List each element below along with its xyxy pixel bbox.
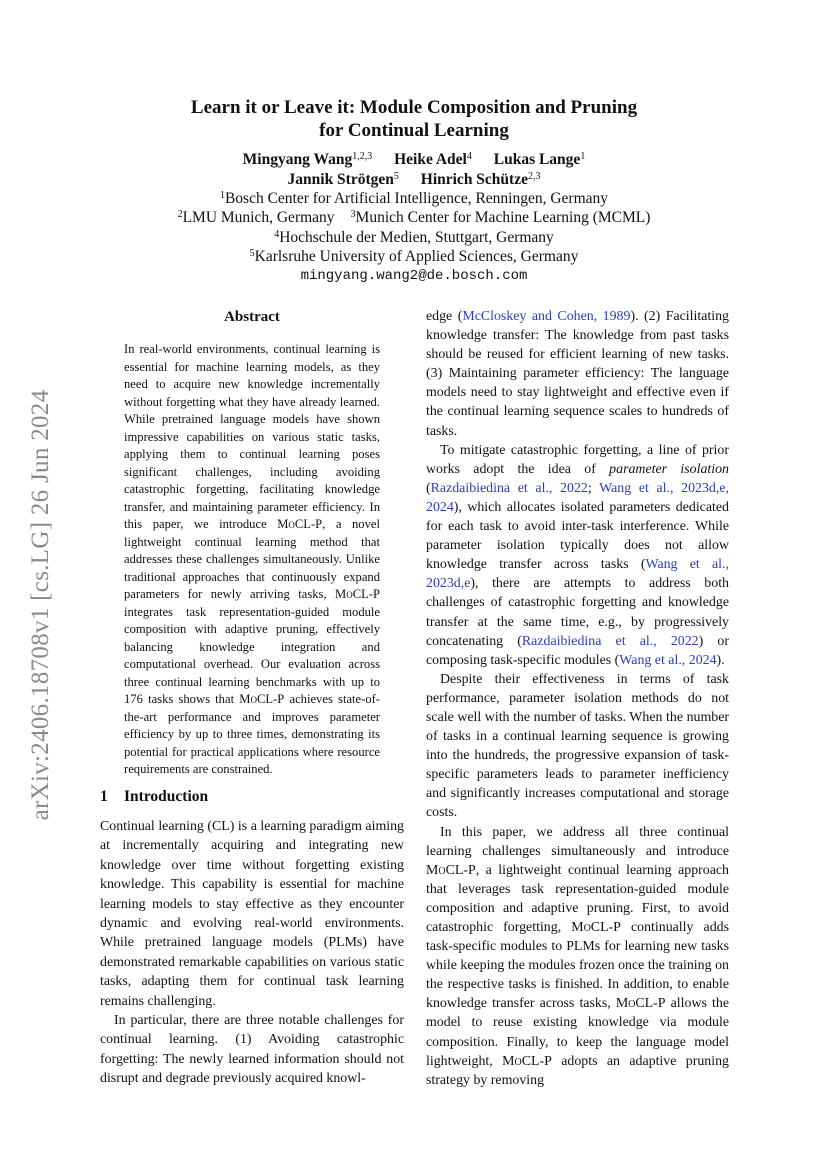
title-line-2: for Continual Learning	[319, 120, 509, 141]
affiliation-row: $^2$LMU Munich, Germany $^3$Munich Center for Machine Learning (MCML)	[177, 209, 651, 227]
affiliations	[0, 189, 828, 286]
paragraph: Despite their effectiveness in terms of task performance, parameter isolation methods do not scale well with the number of tasks. When the number of tasks in a continual learning sequence is growing into the hundreds, the progressive expansion of task-specific parameters leads to parameter inefficiency and significantly increases computational and storage costs.	[426, 671, 729, 821]
author: Jannik Strötgen$^5$	[287, 171, 399, 188]
citation-link[interactable]: Razdaibiedina et al., 2022	[430, 480, 588, 496]
author-row-1	[0, 150, 828, 170]
affiliation: $^1$Bosch Center for Artificial Intelligence, Renningen, Germany	[219, 190, 609, 207]
citation-link[interactable]: McCloskey and Cohen, 1989	[462, 309, 631, 324]
paragraph: To mitigate catastrophic forgetting, a line of prior works adopt the idea of parameter isolation (Razdaibiedina et al., 2022; Wang et al., 2023d,e, 2024), which allocates isolated parameters dedicated for each task to avoid inter-task interference. While parameter isolation typically does not allow knowledge transfer across tasks (Wang et al., 2023d,e), there are attempts to address both challenges of catastrophic forgetting and knowledge transfer at the same time, e.g., by progressively concatenating (Razdaibiedina et al., 2022) or composing task-specific modules (Wang et al., 2024).	[426, 442, 729, 668]
author-list	[0, 150, 828, 190]
citation-link[interactable]: Wang et al., 2024	[619, 652, 717, 668]
arxiv-sidebar	[22, 355, 60, 855]
citation-link[interactable]: Wang et al., 2023d,e	[426, 557, 729, 592]
citation-link[interactable]: Razdaibiedina et al., 2022	[521, 633, 699, 649]
citation-link[interactable]: Wang et al., 2023d,e, 2024	[426, 480, 729, 515]
author: Mingyang Wang$^{1,2,3}$	[242, 151, 373, 168]
title-line-1: Learn it or Leave it: Module Composition and Pruning	[190, 97, 638, 118]
paragraph: edge (McCloskey and Cohen, 1989). (2) Facilitating knowledge transfer: The knowledge from past tasks should be reused for efficient learning of new tasks. (3) Maintaining parameter efficiency: The language models need to stay lightweight and effective even if the continual learning sequence scales to hundreds of tasks.	[426, 309, 729, 439]
arxiv-id: arXiv:2406.18708v1 [cs.LG] 26 Jun 2024	[27, 389, 54, 821]
paragraph: In this paper, we address all three continual learning challenges simultaneously and introduce MoCL-P, a lightweight continual learning approach that leverages task representation-guided module composition and adaptive pruning. First, to avoid catastrophic forgetting, MoCL-P continually adds task-specific modules to PLMs for learning new tasks while keeping the modules frozen once the training on the respective tasks is finished. In addition, to enable knowledge transfer across tasks, MoCL-P allows the model to reuse existing knowledge via module composition. Finally, to keep the language model lightweight, MoCL-P adopts an adaptive pruning strategy by removing	[426, 824, 729, 1088]
author: Lukas Lange$^1$	[493, 151, 586, 168]
paragraph: In particular, there are three notable challenges for continual learning. (1) Avoiding catastrophic forgetting: The newly learned information should not disrupt and degrade previously acquired knowl-	[100, 1013, 404, 1087]
left-column-body	[100, 817, 404, 1089]
right-column-body	[426, 307, 729, 1090]
paper-title	[0, 96, 828, 142]
paragraph: Continual learning (CL) is a learning paradigm aiming at incrementally acquiring and integrating new knowledge over time without forgetting existing knowledge. This capability is essential for machine learning models to stay effective as they encounter dynamic and evolving real-world environments. While pretrained language models (PLMs) have demonstrated remarkable capabilities on various static tasks, adapting them for continual task learning remains challenging.	[100, 819, 404, 1009]
section-heading-introduction: 1 Introduction	[100, 788, 209, 805]
author: Heike Adel$^4$	[394, 151, 472, 168]
abstract-body: In real-world environments, continual learning is essential for machine learning models, as they need to acquire new knowledge incrementally without forgetting what they have already learned. While pretrained language models have shown impressive capabilities on various static tasks, applying them to continual learning poses significant challenges, including avoiding catastrophic forgetting, facilitating knowledge transfer, and maintaining parameter efficiency. In this paper, we introduce MoCL-P, a novel lightweight continual learning method that addresses these challenges simultaneously. Unlike traditional approaches that continuously expand parameters for newly arriving tasks, MoCL-P integrates task representation-guided module composition with adaptive pruning, effectively balancing knowledge integration and computational overhead. Our evaluation across three continual learning benchmarks with up to 176 tasks shows that MoCL-P achieves state-of-the-art performance and improves parameter efficiency by up to three times, demonstrating its potential for practical applications where resource requirements are constrained.	[124, 342, 381, 776]
author-email[interactable]: mingyang.wang2@de.bosch.com	[300, 267, 528, 284]
affiliation: $^4$Hochschule der Medien, Stuttgart, Germany	[274, 228, 554, 246]
abstract-heading: Abstract	[224, 309, 280, 325]
author: Hinrich Schütze$^{2,3}$	[420, 171, 541, 188]
affiliation: $^5$Karlsruhe University of Applied Sciences, Germany	[249, 248, 579, 266]
author-row-2	[0, 170, 828, 190]
